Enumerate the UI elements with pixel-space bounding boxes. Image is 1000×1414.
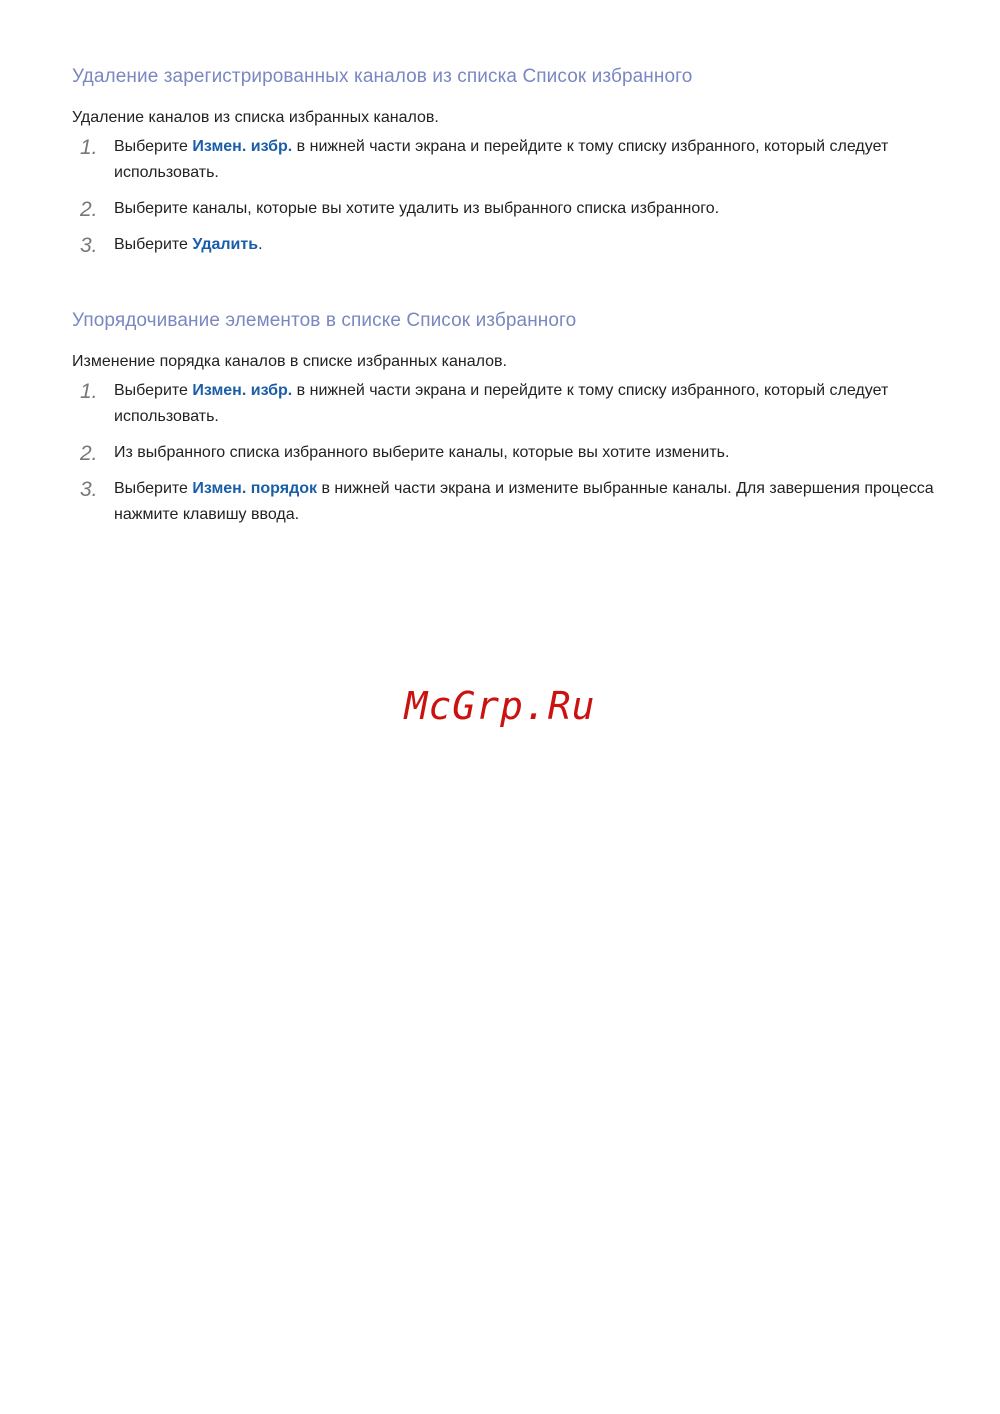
section-remove-channels [72,66,942,268]
step-item [72,378,942,430]
step-keyword: Удалить [192,236,259,253]
steps-list [72,134,942,258]
steps-list [72,378,942,528]
step-number: 1. [80,136,98,159]
watermark-text: McGrp.Ru [404,684,596,728]
step-item [72,134,942,186]
step-keyword: Измен. избр. [192,138,293,155]
section-title: Упорядочивание элементов в списке Список избранного [72,310,577,331]
step-number: 3. [80,478,98,501]
step-keyword: Измен. порядок [192,480,318,497]
step-number: 1. [80,380,98,403]
step-keyword: Измен. избр. [192,382,293,399]
section-reorder-channels [72,310,942,538]
step-text: Выберите [114,382,193,399]
step-item [72,232,942,258]
step-text-tail: в нижней части экрана и измените выбранные каналы. Для завершения процесса нажмите клавишу ввода. [114,480,934,523]
step-text: Выберите [114,480,193,497]
step-item [72,476,942,528]
step-text: Выберите [114,138,193,155]
step-text: Выберите каналы, которые вы хотите удалить из выбранного списка избранного. [114,200,720,217]
step-item [72,196,942,222]
step-text: Выберите [114,236,193,253]
section-intro: Удаление каналов из списка избранных каналов. [72,109,439,126]
step-text-tail: в нижней части экрана и перейдите к тому списку избранного, который следует использовать. [114,138,889,181]
section-title: Удаление зарегистрированных каналов из списка Список избранного [72,66,693,87]
step-number: 2. [80,198,98,221]
step-number: 2. [80,442,98,465]
step-text: Из выбранного списка избранного выберите каналы, которые вы хотите изменить. [114,444,730,461]
section-intro: Изменение порядка каналов в списке избранных каналов. [72,353,507,370]
step-text-tail: в нижней части экрана и перейдите к тому списку избранного, который следует использовать. [114,382,889,425]
step-item [72,440,942,466]
step-text-tail: . [258,236,263,253]
step-number: 3. [80,234,98,257]
